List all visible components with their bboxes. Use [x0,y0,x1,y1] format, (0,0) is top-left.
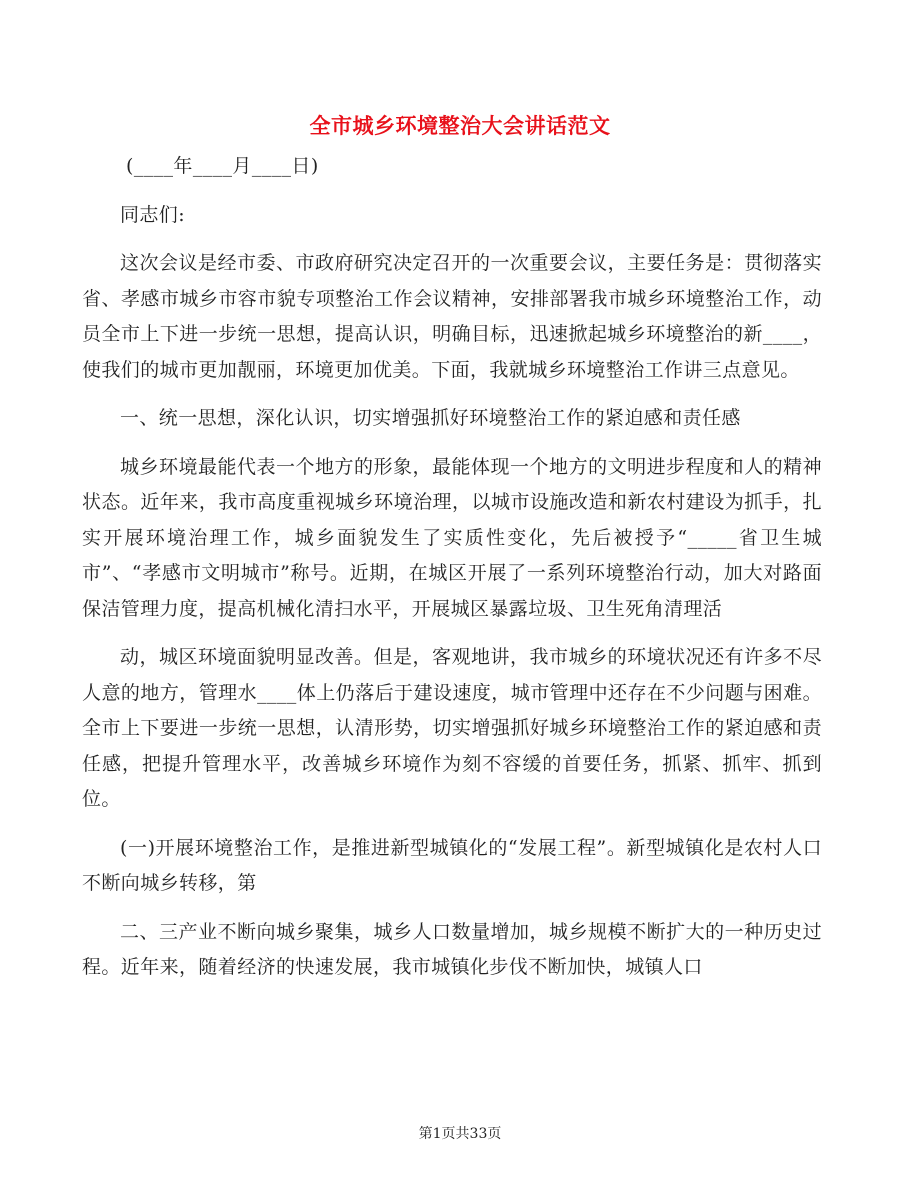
paragraph-intro: 这次会议是经市委、市政府研究决定召开的一次重要会议，主要任务是：贯彻落实省、孝感市城乡市容市貌专项整治工作会议精神，安排部署我市城乡环境整治工作，动员全市上下进一步统一思想，提高认识，明确目标，迅速掀起城乡环境整治的新____，使我们的城市更加靓丽，环境更加优美。下面，我就城乡环境整治工作讲三点意见。 [82,252,822,381]
page-footer: 第1页共33页 [418,1126,502,1142]
document-title: 全市城乡环境整治大会讲话范文 [309,114,611,138]
section-heading-1: 一、统一思想，深化认识，切实增强抓好环境整治工作的紧迫感和责任感 [120,407,741,429]
date-line: (____年____月____日) [126,155,319,177]
salutation: 同志们: [120,203,186,226]
paragraph-environment: 城乡环境最能代表一个地方的形象，最能体现一个地方的文明进步程度和人的精神状态。近年来，我市高度重视城乡环境治理，以城市设施改造和新农村建设为抓手，扎实开展环境治理工作，城乡面貌发生了实质性变化，先后被授予“_____省卫生城市”、“孝感市文明城市”称号。近期，在城区开展了一系列环境整治行动，加大对路面保洁管理力度，提高机械化清扫水平，开展城区暴露垃圾、卫生死角清理活 [82,455,822,620]
document-body [82,149,822,986]
paragraph-urbanization: 二、三产业不断向城乡聚集，城乡人口数量增加，城乡规模不断扩大的一种历史过程。近年来，随着经济的快速发展，我市城镇化步伐不断加快，城镇人口 [82,920,822,978]
paragraph-subsection-1: (一)开展环境整治工作，是推进新型城镇化的“发展工程”。新型城镇化是农村人口不断向城乡转移，第 [82,836,822,894]
paragraph-improvement: 动，城区环境面貌明显改善。但是，客观地讲，我市城乡的环境状况还有许多不尽人意的地方，管理水____体上仍落后于建设速度，城市管理中还存在不少问题与困难。全市上下要进一步统一思想，认清形势，切实增强抓好城乡环境整治工作的紧迫感和责任感，把提升管理水平，改善城乡环境作为刻不容缓的首要任务，抓紧、抓牢、抓到位。 [82,646,822,810]
